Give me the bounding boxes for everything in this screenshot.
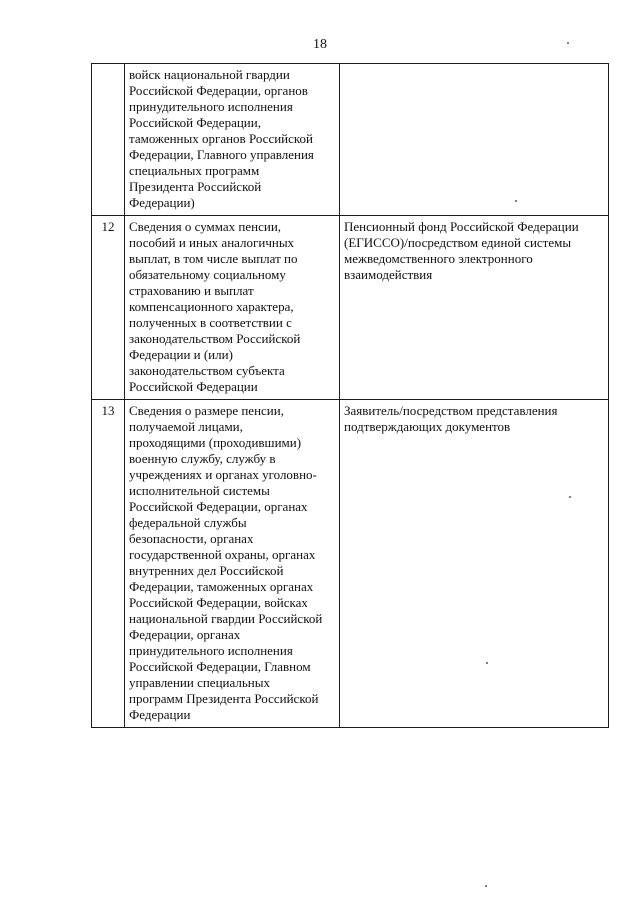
scan-speck [515,200,517,202]
row-number-cell [92,400,125,728]
row-number-cell [92,216,125,400]
information-text: войск национальной гвардии Российской Федерации, органов принудительного исполнения Российской Федерации, таможенных органов Российской Федерации, Главного управления специальных программ Президента Российской Федерации) [129,67,314,210]
table-row [92,400,609,728]
scan-speck [569,496,571,498]
requirements-table [91,63,609,728]
information-cell [125,64,340,216]
source-text: Пенсионный фонд Российской Федерации (ЕГИССО)/посредством единой системы межведомственного электронного взаимодействия [344,219,579,282]
page-number: 18 [313,37,327,52]
information-cell [125,400,340,728]
table-row [92,64,609,216]
source-text: Заявитель/посредством представления подтверждающих документов [344,403,558,434]
row-number: 12 [101,219,115,234]
source-cell [340,400,609,728]
scan-speck [485,885,487,887]
row-number: 13 [101,403,115,418]
information-cell [125,216,340,400]
source-cell [340,216,609,400]
row-number-cell [92,64,125,216]
source-cell [340,64,609,216]
information-text: Сведения о суммах пенсии, пособий и иных аналогичных выплат, в том числе выплат по обязательному социальному страхованию и выплат компенсационного характера, полученных в соответствии с законодательством Российской Федерации и (или) законодательством субъекта Российской Федерации [129,219,301,394]
table-row [92,216,609,400]
information-text: Сведения о размере пенсии, получаемой лицами, проходящими (проходившими) военную службу, службу в учреждениях и органах уголовно- исполнительной системы Российской Федерации, органах федеральной службы безопасности, органах государственной охраны, органах внутренних дел Российской Федерации, таможенных органах Российской Федерации, войсках национальной гвардии Российской Федерации, органах принудительного исполнения Российской Федерации, Главном управлении специальных программ Президента Российской Федерации [129,403,323,722]
scan-speck [486,662,488,664]
scan-speck [567,42,569,44]
